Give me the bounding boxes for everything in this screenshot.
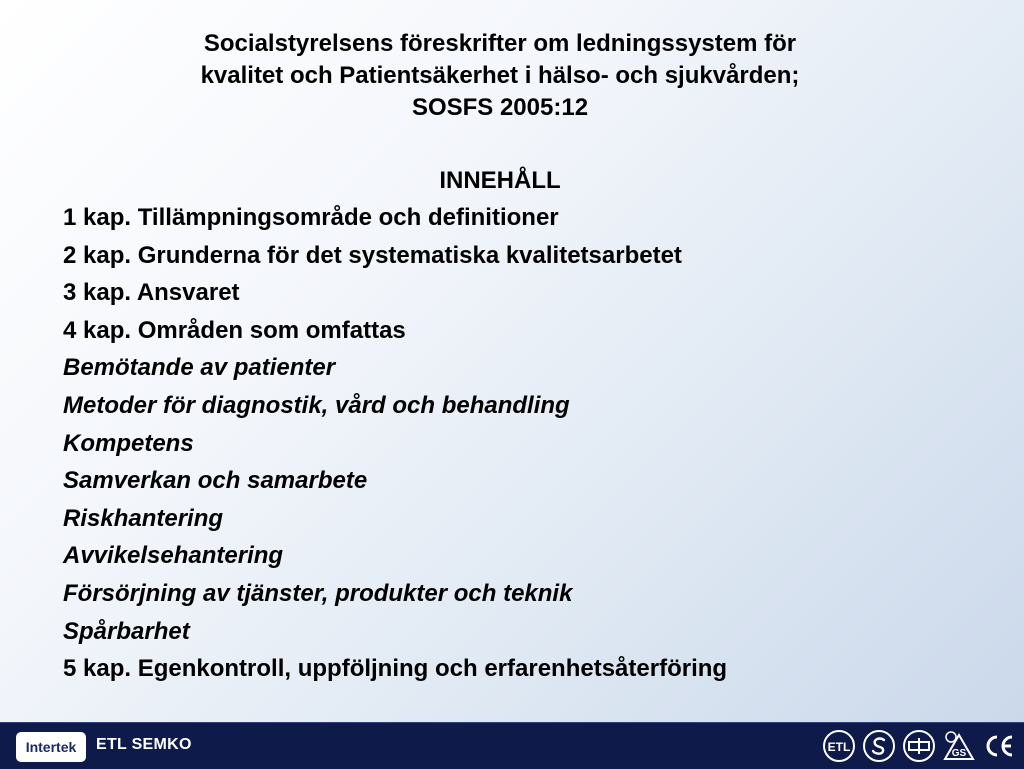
list-item: Kompetens	[63, 429, 194, 457]
svg-text:ETL: ETL	[827, 740, 851, 754]
semko-s-mark-icon	[862, 729, 896, 763]
list-item: Avvikelsehantering	[63, 542, 284, 570]
list-item: 4 kap. Områden som omfattas	[63, 316, 406, 344]
brand-label: ETL SEMKO	[96, 736, 192, 753]
intertek-logo: Intertek	[16, 732, 86, 762]
etl-mark-icon	[822, 729, 856, 763]
list-item: Samverkan och samarbete	[63, 467, 368, 495]
list-item: 1 kap. Tillämpningsområde och definitioner	[63, 204, 559, 231]
svg-text:GS: GS	[951, 748, 967, 759]
ce-mark-icon	[982, 729, 1016, 763]
list-item: 5 kap. Egenkontroll, uppföljning och erfarenhetsåterföring	[63, 655, 728, 683]
fi-mark-icon	[902, 729, 936, 763]
slide-title	[0, 28, 1000, 124]
gs-mark-icon	[942, 729, 976, 763]
title-line-2: kvalitet och Patientsäkerhet i hälso- och sjukvården;	[200, 62, 800, 89]
certification-marks	[822, 729, 1016, 763]
contents-heading: INNEHÅLL	[439, 167, 561, 194]
title-line-3: SOSFS 2005:12	[411, 94, 589, 121]
list-item: Riskhantering	[63, 504, 224, 532]
list-item: Bemötande av patienter	[63, 354, 336, 382]
footer-bar	[0, 722, 1024, 769]
list-item: Spårbarhet	[63, 617, 190, 645]
list-item: Metoder för diagnostik, vård och behandling	[63, 391, 570, 419]
list-item: 2 kap. Grunderna för det systematiska kvalitetsarbetet	[63, 241, 682, 269]
list-item: Försörjning av tjänster, produkter och teknik	[63, 579, 573, 607]
contents-list	[63, 201, 1003, 690]
list-item: 3 kap. Ansvaret	[63, 279, 240, 307]
title-line-1: Socialstyrelsens föreskrifter om ledningssystem för	[203, 30, 797, 57]
